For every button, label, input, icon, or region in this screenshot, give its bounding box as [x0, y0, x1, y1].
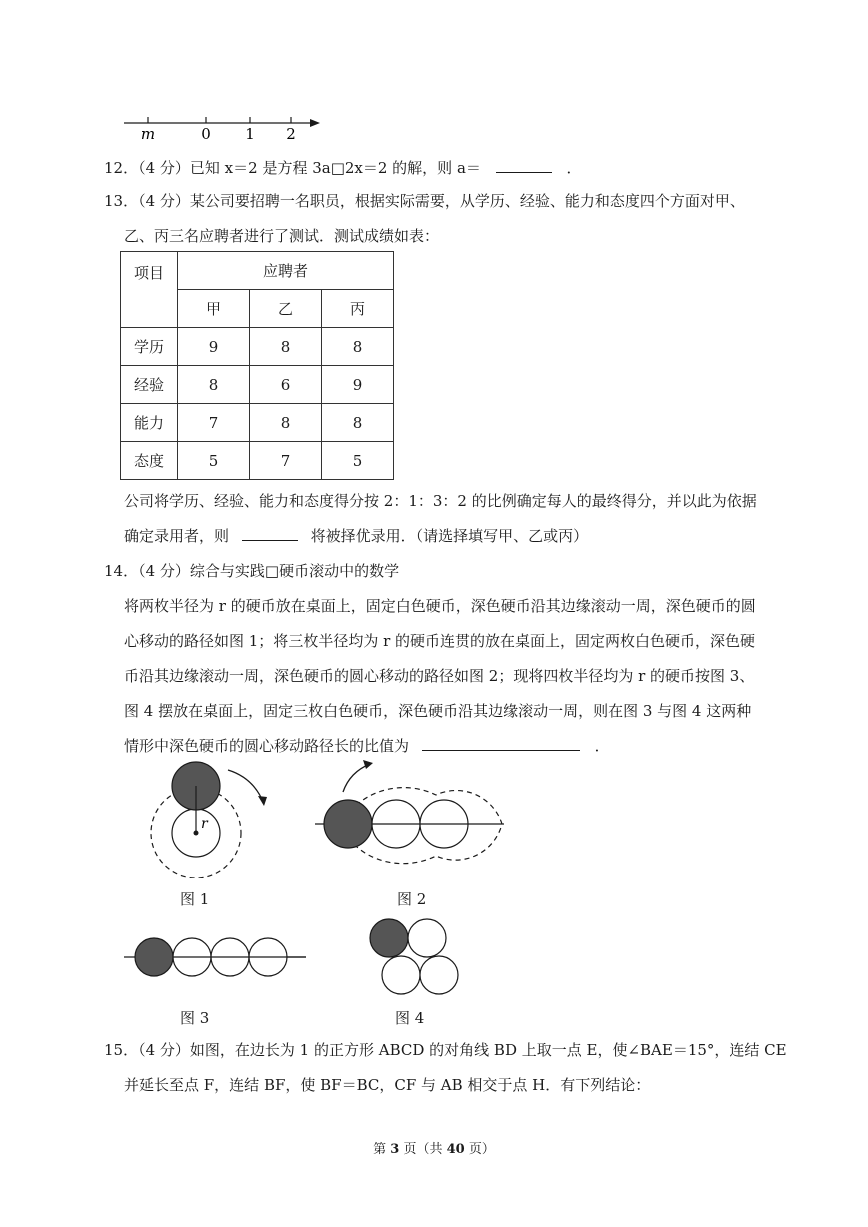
figure-3-caption: 图 3	[180, 1009, 210, 1027]
number-line	[118, 108, 328, 144]
number-line-label-1: 1	[245, 125, 255, 143]
question-13-line-4-end: 将被择优录用．（请选择填写甲、乙或丙）	[310, 527, 589, 545]
footer-mid: 页（共	[403, 1142, 443, 1157]
question-12-text: 12．（4 分）已知 x＝2 是方程 3a□2x＝2 的解，则 a＝	[104, 159, 481, 177]
score-table	[120, 251, 394, 480]
table-cell: 8	[250, 404, 322, 442]
question-13-line-4-start: 确定录用者，则	[124, 527, 230, 545]
question-14-end: ．	[594, 737, 610, 755]
question-13-line-4	[124, 526, 588, 546]
figure-4	[365, 912, 465, 1000]
figure-1	[140, 758, 280, 878]
footer-total-pages: 40	[446, 1142, 465, 1157]
table-row	[121, 442, 394, 480]
table-row-label: 态度	[121, 442, 178, 480]
footer-post: 页）	[468, 1142, 495, 1157]
question-13-line-3: 公司将学历、经验、能力和态度得分按 2：1：3：2 的比例确定每人的最终得分，并以此为依据	[124, 492, 757, 510]
footer-pre: 第	[373, 1142, 387, 1157]
table-row	[121, 404, 394, 442]
number-line-label-m: m	[140, 125, 156, 143]
table-row-label: 经验	[121, 366, 178, 404]
table-cell: 9	[178, 328, 250, 366]
question-13-line-1: 13．（4 分）某公司要招聘一名职员，根据实际需要，从学历、经验、能力和态度四个方面对甲、	[104, 192, 745, 210]
question-12-end: ．	[566, 159, 582, 177]
page-footer	[0, 1138, 868, 1157]
table-group-header: 应聘者	[178, 252, 394, 290]
footer-page-number: 3	[390, 1142, 400, 1157]
figure-4-caption: 图 4	[395, 1009, 425, 1027]
question-14-line-4: 图 4 摆放在桌面上，固定三枚白色硬币，深色硬币沿其边缘滚动一周，则在图 3 与图 4 这两种	[124, 702, 752, 720]
radius-label: r	[201, 816, 208, 832]
question-14-line-2: 心移动的路径如图 1；将三枚半径均为 r 的硬币连贯的放在桌面上，固定两枚白色硬币，深色硬	[124, 632, 756, 650]
answer-blank-14[interactable]	[422, 736, 580, 751]
table-cell: 8	[322, 328, 394, 366]
figure-2	[310, 758, 520, 878]
table-cell: 8	[322, 404, 394, 442]
number-line-label-0: 0	[201, 125, 211, 143]
question-14-line-3: 币沿其边缘滚动一周，深色硬币的圆心移动的路径如图 2；现将四枚半径均为 r 的硬币按图 3、	[124, 667, 755, 685]
number-line-label-2: 2	[286, 125, 296, 143]
table-col-header: 甲	[178, 290, 250, 328]
table-cell: 5	[322, 442, 394, 480]
answer-blank-12[interactable]	[496, 158, 552, 173]
question-15-line-2: 并延长至点 F，连结 BF，使 BF＝BC，CF 与 AB 相交于点 H．有下列结论：	[124, 1076, 651, 1094]
figure-1-caption: 图 1	[180, 890, 210, 908]
table-cell: 8	[178, 366, 250, 404]
table-row-label: 学历	[121, 328, 178, 366]
table-col-header: 乙	[250, 290, 322, 328]
question-14-line-5	[124, 736, 610, 756]
table-row	[121, 366, 394, 404]
question-14-title: 14．（4 分）综合与实践□硬币滚动中的数学	[104, 562, 400, 580]
table-cell: 5	[178, 442, 250, 480]
answer-blank-13[interactable]	[242, 526, 298, 541]
table-row	[121, 328, 394, 366]
question-14-line-5-text: 情形中深色硬币的圆心移动路径长的比值为	[124, 737, 410, 755]
question-15-line-1: 15．（4 分）如图，在边长为 1 的正方形 ABCD 的对角线 BD 上取一点 E，使∠BAE＝15°，连结 CE	[104, 1041, 787, 1059]
question-12	[104, 158, 581, 178]
figure-2-caption: 图 2	[397, 890, 427, 908]
question-14-line-1: 将两枚半径为 r 的硬币放在桌面上，固定白色硬币，深色硬币沿其边缘滚动一周，深色硬币的圆	[124, 597, 756, 615]
table-cell: 8	[250, 328, 322, 366]
table-corner-header: 项目	[121, 252, 178, 328]
table-cell: 7	[178, 404, 250, 442]
table-row-label: 能力	[121, 404, 178, 442]
question-13-line-2: 乙、丙三名应聘者进行了测试．测试成绩如表：	[124, 227, 440, 245]
table-cell: 6	[250, 366, 322, 404]
table-col-header: 丙	[322, 290, 394, 328]
table-cell: 9	[322, 366, 394, 404]
table-cell: 7	[250, 442, 322, 480]
figure-3	[120, 930, 310, 984]
